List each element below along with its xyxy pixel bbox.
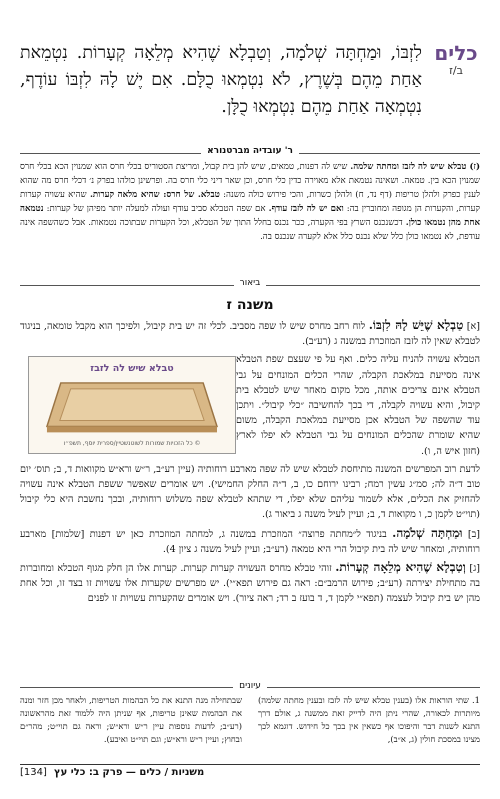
biur-para-3: לדעת רוב המפרשים המשנה מתיחסת לטבלא שיש לה שפה מארבע רוחותיה (עיין רע״ב, ר״ש ורא״ש מקוואות ד, ב; תוס׳ יום טוב ד״ה לה; סמ״ג עשין רמח; רבינו ירוחם כו, ב, ד״ה החלק החמישי). ויש אומרים שאפשר ששפת הטבלא אינה עשויה להחזיק את הכלים, אלא לשמור עליהם שלא יפלו, די שתהא לטבלא שפה משלוש רוחותיה, ובכך נחשבת היא כלי קיבול (תוי״ט לקמן כ, ו מקואות ד, ב; ועיין לעיל משנה ג ביאור ג). — [20, 463, 480, 521]
illustration-credit: © כל הזכויות שמורות לשוטנשטיין/ספרית יוסף, תשפ״ו — [63, 440, 201, 448]
bartenura-lead-4: נטמאה אחת מהן נטמאו כולן. — [20, 204, 481, 228]
biur-commentary — [20, 318, 480, 610]
tray-illustration — [28, 356, 236, 454]
chapter-mishna-ref: ב/ז — [449, 64, 463, 77]
biur-para-1 — [20, 318, 480, 349]
bartenura-lead-3: ואם יש לה לזבז עודף. — [268, 204, 344, 214]
page-footer — [20, 764, 480, 781]
notes-header-label: עיונים — [233, 681, 267, 691]
running-head — [54, 767, 204, 778]
notes-header — [20, 680, 480, 694]
bartenura-body-2: שהיא עשויה קערות קערות, והקערות הן מגופה ומחוברין בה: — [20, 190, 481, 214]
biur-para-2: הטבלא עשויה להניח עליה כלים. ואף על פי שעצם שפת הטבלא אינה מסייעת במלאכת הקבלה, שהרי הכלים המונחים על גבי הטבלא אינם צריכים אותה, מכל מקום מאחר שיש לטבלא בית קיבול, והיא עשויה לקבלה, די בכך להחשיבה ״כלי קיבול״. ויתכן עוד שהשפה של הטבלא אכן מסייעת במלאכת הקבלה, משום שהיא שומרת שהכלים המונחים על גבי הטבלא לא יפלו לארץ (חזון איש ה, ו). — [236, 354, 480, 457]
mishna-number: משנה ז — [226, 297, 274, 313]
mishna-main-text: לִזְבּוֹ, וּמַחְתָּה שְׁלֹמָה, וְטַבְלָא שֶׁהִיא מְלֵאָה קְעָרוֹת. נִטְמֵאת אַחַת מֵהֶם בְּשֶׁרֶץ, לֹא נִטְמְאוּ כֻלָּם. אִם יֶשׁ לָהּ לִזְבּוֹ עוֹדֶף, נִטְמְאָה אַחַת מֵהֶם נִטְמְאוּ כֻלָּן. — [20, 43, 422, 117]
biur-header-label: ביאור — [234, 278, 267, 288]
biur-para-5-num: [ג] — [469, 563, 480, 575]
page-number: [134] — [20, 767, 47, 778]
bartenura-header-label: ר' עובדיה מברטנורא — [201, 146, 299, 156]
biur-para-5 — [20, 560, 480, 607]
biur-para-4 — [20, 526, 480, 557]
bartenura-body: שיש לה דפנות, טמאים, שיש להן בית קבול, ומריצת הסטוריס בכלי חרס הוא שמנוין הכא בכלי חרס שמנוין הכא בין. טמאה. ושאינה נטמאת אלא מאוירה כדין כלי חרס, וכן שאר דיני כלי חרס בה. ופרשינן כולהו בפרק נ׳ דכלי חרס מה שהוא לענין כפרק ולהלן טריפות (דף נד, ח) ולהלן כשרות, והכי פירוש כולה משנה: — [20, 162, 480, 200]
biur-para-4-num: [ב] — [467, 528, 480, 540]
notes-column-left: שבתחילה מנה התנא את כל הבהמות הטריפות, ולאחר מכן חזר ומנה את הבהמות שאינן טריפות, אף שניתן היה ללמוד זאת מהראשונה (רע״ב; לדעות נוספות עיין ר״ש ורא״ש; וראה גם תוי״ט; מהר״ם ובחוץ; ועיין ר״ש ורא״ש; וגם תוי״ט ואיבע). — [20, 695, 242, 744]
bartenura-body-4: דכשנכנס השרץ בפי הקערה, ככר נכנס בחלל התוך של הטבלא, וכל הקערות שבתוכה נטמאות. אבל כשהשפה אינה עודפת, לא נטמאו כולן כלל שלא נכנס כלל אלא לקערה שנכנס בה. — [20, 218, 480, 242]
biur-para-5-text: זוהי טבלא מחרס העשויה קערות קערות. קערות אלו הן חלק מגוף הטבלא ומחוברות בה מתחילת יצירתה (רע״ב; פירוש הרמב״ם: ראה גם פירוש תפא״י). יש מפרשים שקערות אלו עשויות זו בצד זו, וכל אחת מהן יש בית קיבול לעצמה (תפא״י לקמן ד, ד בועז ב רד; ראה ציור). ויש אומרים שהקערות עשויות זו לפנים — [20, 563, 480, 605]
biur-para-1-num: [א] — [466, 321, 480, 332]
bartenura-header — [20, 146, 480, 160]
tractate-label — [426, 42, 486, 77]
biur-para-1-text: לוח רחב מחרס שיש לו שפה מסביב. לכלי זה יש בית קיבול, ולפיכך הוא מקבל טומאה, בניגוד לטבלא שאין לה לזבז המוזכרת במשנה ג (רע״ב). — [20, 321, 480, 348]
biur-para-4-text: בניגוד ל״מחתה פרוצה״ המוזכרת במשנה ג, למחתה המוזכרת כאן יש דפנות [שלמות] מארבע רוחותיה, ומאחר שיש לה בית קיבול הרי היא טמאה (רע״ב; ועיין לעיל משנה ג ציון 4). — [20, 528, 480, 555]
notes-column-right: 1. שתי הוראות אלו (בענין טבלא שיש לה לזבז ובענין מחתה שלמה) מיותרות לכאורה, שהרי ניתן היה לדייק זאת ממשנה ג, אולם דרך התנא לשנות דבר והיפוכו אף כשאין אין בכך כל חידוש. דוגמא לכך מצינו במסכת חולין (ג, א״ב), — [258, 695, 480, 744]
running-head-text: משניות / כלים — פרק ב: כלי עץ — [54, 767, 205, 778]
biur-para-5-lead: וְטַבְלָא שֶׁהִיא מְלֵאָה קְעָרוֹת. — [335, 560, 466, 575]
bartenura-lead-2: טבלא. של חרס: שהיא מלאה קערות. — [89, 190, 220, 200]
illustration-caption: טבלא שיש לה לזבז — [90, 363, 174, 375]
biur-header — [20, 278, 480, 292]
tray-icon — [43, 377, 221, 434]
bartenura-lead: (ז) טבלא שיש לה לזבז ומחתה שלמה. — [350, 162, 481, 172]
tractate-name: כלים — [434, 41, 478, 65]
biur-para-1-lead: טַבְלָא שֶׁיֵּשׁ לָהּ לִזְבּוֹ. — [368, 318, 464, 332]
bartenura-body-3: אם שפה הטבלא סביב עודף ועולה למעלה יותר מפיהן של קערות: — [46, 204, 266, 214]
bartenura-commentary — [20, 160, 480, 244]
biur-para-4-lead: וּמַחְתָּה שְׁלֹמָה. — [392, 525, 463, 540]
